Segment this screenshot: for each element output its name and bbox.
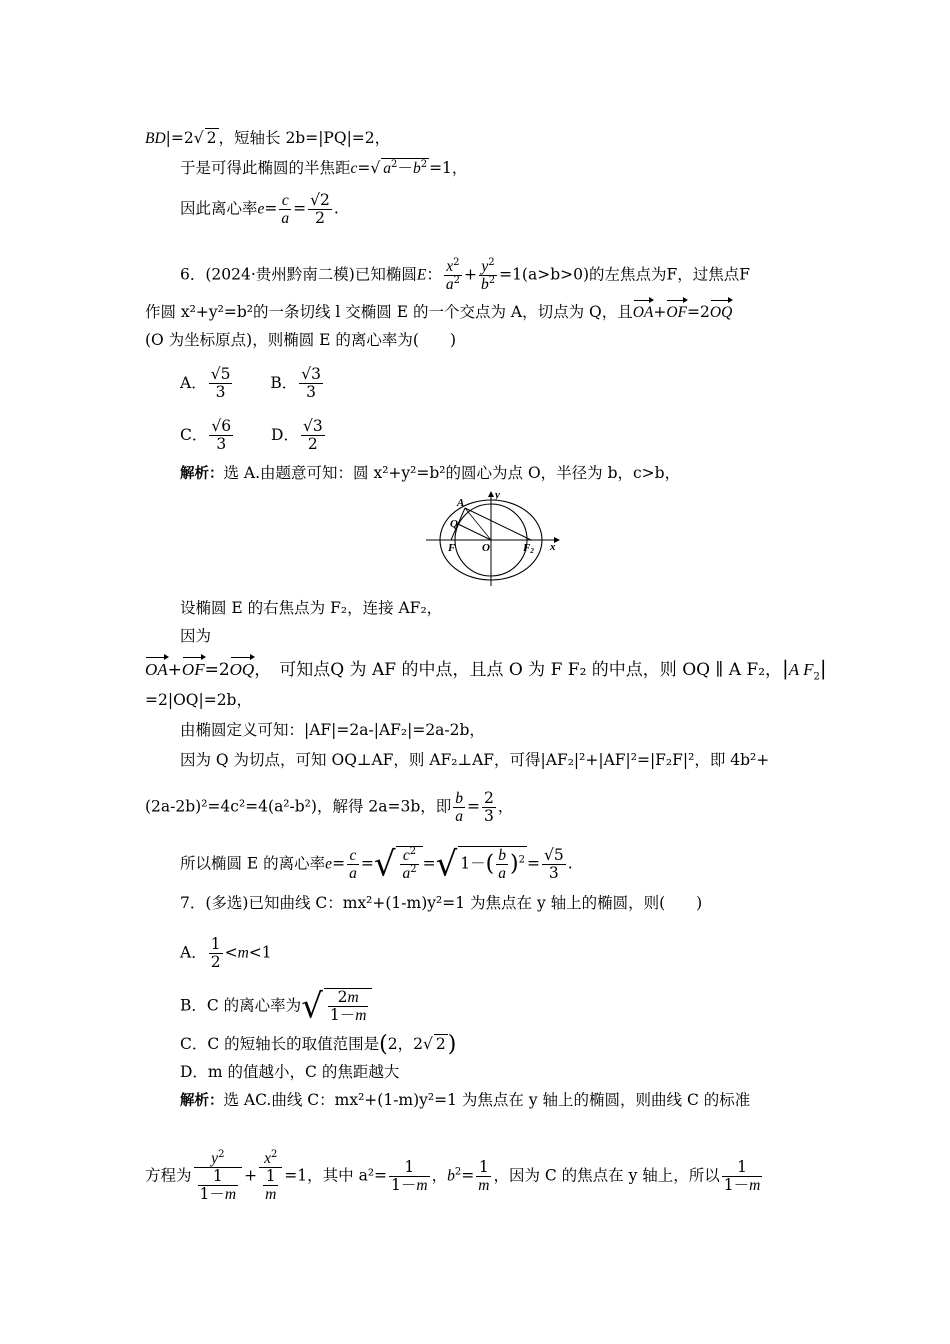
figure-label-f: F	[448, 542, 456, 554]
q7-analysis-text-2b: =1，其中 a²=	[284, 1166, 388, 1185]
figure-label-q: Q	[450, 518, 458, 530]
q7-option-c[interactable]: C．C 的短轴长的取值范围是(2，2√ 2)	[180, 1032, 457, 1057]
q6-analysis-line-8: (2a-2b)²=4c²=4(a²-b²)，解得 2a=3b，即 $\frac{b}{a}$ = $\frac{2}{3}$ ，	[145, 789, 514, 825]
q6-analysis-line-6	[180, 720, 485, 740]
q6-analysis-line-4: OA+OF=2OQ， 可知点Q 为 AF 的中点，且点 O 为 F F₂ 的中点，则 OQ ∥ A F₂，|A $F_2|$	[145, 656, 827, 683]
q6-option-b[interactable]: B． $\frac{√3}{3}$	[270, 365, 321, 401]
q6-analysis-text-9: 所以椭圆 E 的离心率	[180, 854, 326, 873]
q6-analysis-text-7: 因为 Q 为切点，可知 OQ⊥AF，则 AF₂⊥AF，可得|AF₂|²+|AF|²=|F₂F|²，即 4b²+	[180, 751, 770, 769]
q7-stem-text: 7．(多选)已知曲线 C：mx²+(1-m)y²=1 为焦点在 y 轴上的椭圆，则( )	[180, 894, 703, 912]
q7-option-a-label: A．	[180, 943, 207, 962]
ellipse-figure	[420, 488, 565, 588]
q7-stem	[180, 893, 702, 913]
q6-analysis-text-4: 可知点Q 为 AF 的中点，且点 O 为 F F₂ 的中点，则 OQ ∥ A F₂，	[279, 660, 783, 680]
q6-option-a[interactable]: A． $\frac{√5}{3}$	[180, 365, 231, 401]
q7-option-b[interactable]: B．C 的离心率为√ $\frac{2m}{1-m}$	[180, 988, 372, 1024]
q6-stem-text-3: (O 为坐标原点)，则椭圆 E 的离心率为( )	[145, 331, 456, 349]
top-line-1: BD|=2√ 2 ，短轴长 2b=|PQ|=2，	[145, 129, 391, 147]
q6-analysis-text-6: 由椭圆定义可知：|AF|=2a-|AF₂|=2a-2b，	[180, 721, 485, 739]
q6-stem-text-2: 作圆 x²+y²=b²的一条切线 l 交椭圆 E 的一个交点为 A，切点为 Q，且	[145, 303, 633, 321]
q7-option-d-text: D．m 的值越小，C 的焦距越大	[180, 1063, 400, 1081]
q6-analysis-label: 解析：	[180, 466, 224, 482]
top-line-1-text: ，短轴长 2b=|PQ|=2，	[218, 129, 391, 147]
figure-label-o: O	[482, 542, 490, 554]
q6-analysis-line-3	[180, 626, 211, 646]
q6-analysis-line-2	[180, 598, 442, 618]
q6-option-c[interactable]: C． $\frac{√6}{3}$	[180, 417, 232, 453]
q6-analysis-text-1: 选 A.由题意可知：圆 x²+y²=b²的圆心为点 O，半径为 b，c>b，	[223, 464, 681, 482]
q7-analysis-text-2c: ，因为 C 的焦点在 y 轴上，所以	[493, 1166, 720, 1185]
q6-stem-line-3	[145, 330, 456, 350]
figure-label-y: y	[495, 489, 500, 501]
q7-analysis-line-2: 方程为 $y^2$ 1 1－m + $x^2$ 1 m =1，其中 a²= $\frac{1}{1-m}$ ，$b^2=$ $\frac{1}{m}$ ，因为 C 的焦点在 y 轴上，所以 $\frac{1}{1-m}$	[145, 1148, 761, 1203]
q6-options-row-1	[180, 366, 325, 401]
top-line-3: 因此离心率e= $\frac{c}{a}$ = $\frac{√2}{2}$ .	[180, 191, 339, 227]
q6-option-d[interactable]: D． $\frac{√3}{2}$	[271, 417, 323, 453]
q7-analysis-line-1	[180, 1090, 750, 1111]
q6-analysis-text-3: 因为	[180, 627, 212, 645]
q6-analysis-text-5: =2|OQ|=2b，	[145, 691, 252, 709]
q6-condition: =1(a>b>0)的左焦点为F，过焦点F	[499, 265, 751, 284]
q6-analysis-line-9: 所以椭圆 E 的离心率e= $\frac{c}{a}$ =√ $\frac{c^2}{a^2}$ =√ 1－( $\frac{b}{a}$ )$^2$ = $\frac{√5}{3}$ .	[180, 844, 573, 885]
q6-analysis-text-2: 设椭圆 E 的右焦点为 F₂，连接 AF₂，	[180, 599, 443, 617]
q7-analysis-label: 解析：	[180, 1093, 224, 1109]
q6-options-row-2	[180, 418, 327, 453]
q7-option-a[interactable]: A． $\frac{1}{2}$ <m<1	[180, 935, 272, 971]
top-line-3-text: 因此离心率	[180, 199, 258, 218]
q6-number: 6．(2024·贵州黔南二模)已知椭圆	[180, 265, 417, 284]
top-line-2-text: 于是可得此椭圆的半焦距	[180, 159, 351, 177]
q7-analysis-text-1: 选 AC.曲线 C：mx²+(1-m)y²=1 为焦点在 y 轴上的椭圆，则曲线 C 的标准	[223, 1091, 751, 1109]
figure-label-a: A	[457, 497, 465, 509]
q7-analysis-text-2a: 方程为	[145, 1166, 192, 1185]
figure-label-f2: F2	[523, 542, 534, 555]
q6-stem-line-1: 6．(2024·贵州黔南二模)已知椭圆E： $\frac{x^2}{a^2}$ + $\frac{y^2}{b^2}$ =1(a>b>0)的左焦点为F，过焦点F	[180, 256, 751, 293]
q6-analysis-text-8: (2a-2b)²=4c²=4(a²-b²)，解得 2a=3b，即	[145, 797, 452, 816]
figure-label-x: x	[550, 541, 556, 553]
q7-option-b-text: B．C 的离心率为	[180, 996, 302, 1015]
q6-analysis-line-1	[180, 463, 680, 484]
q7-option-d[interactable]	[180, 1062, 399, 1082]
q6-stem-line-2: 作圆 x²+y²=b²的一条切线 l 交椭圆 E 的一个交点为 A，切点为 Q，且OA+OF=2OQ	[145, 303, 733, 321]
q7-option-c-text: C．C 的短轴长的取值范围是	[180, 1035, 380, 1053]
q6-analysis-line-7	[180, 750, 769, 770]
q6-analysis-line-5	[145, 690, 252, 710]
top-line-2: 于是可得此椭圆的半焦距c=√ $a^2-b^2 =1$，	[180, 158, 468, 177]
